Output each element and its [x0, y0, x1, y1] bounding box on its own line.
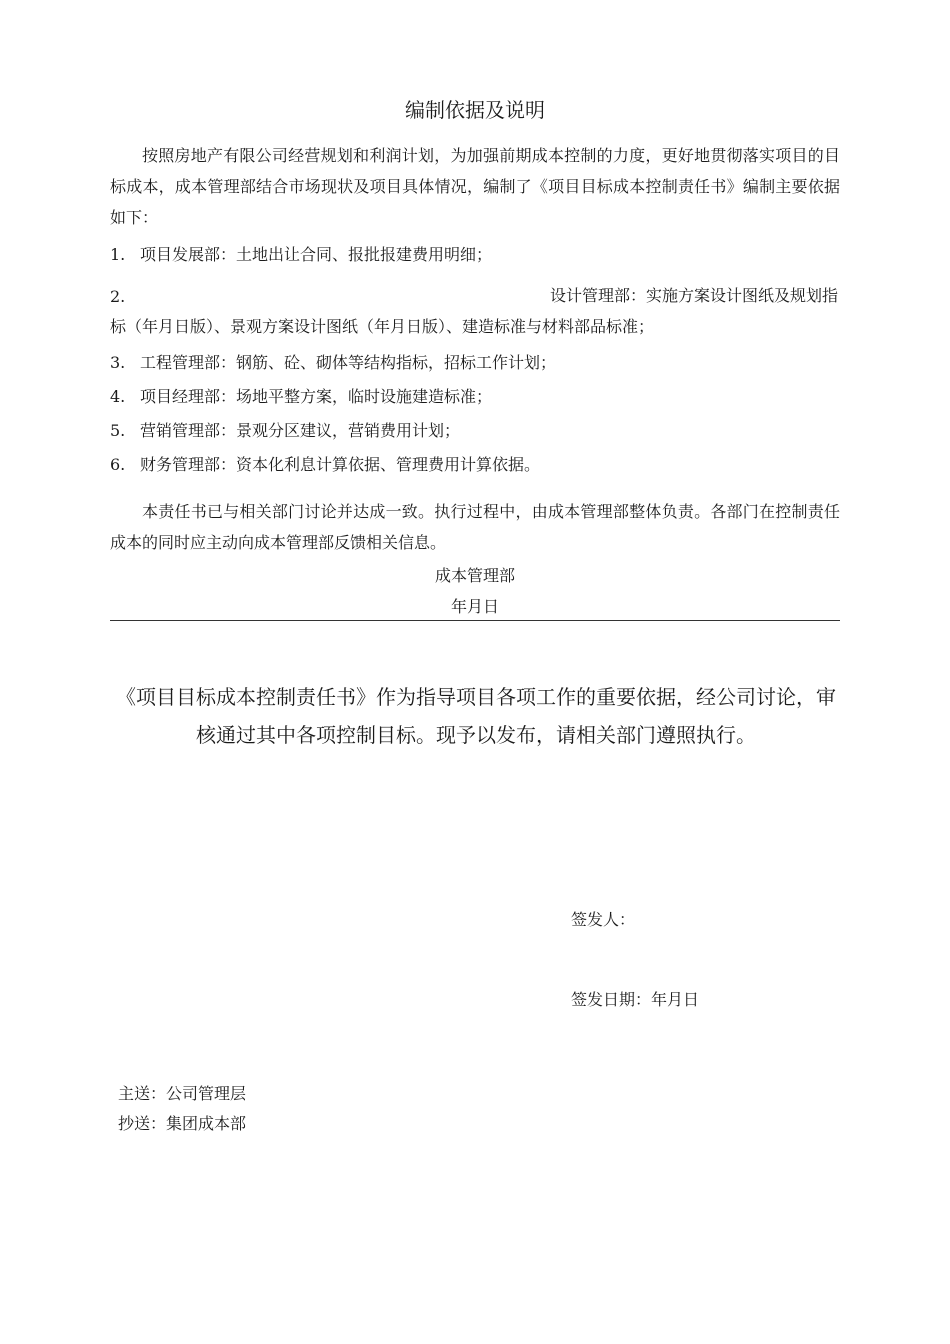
main-recipient: 主送：公司管理层 [118, 1084, 247, 1103]
list-item-number: 2. [110, 287, 126, 306]
list-item-text: 项目经理部：场地平整方案，临时设施建造标准； [140, 387, 493, 406]
list-item-text: 项目发展部：土地出让合同、报批报建费用明细； [140, 245, 493, 264]
section-divider [110, 620, 840, 621]
issue-date-label: 签发日期：年月日 [571, 990, 700, 1009]
issuer-label: 签发人： [571, 910, 636, 929]
document-title: 编制依据及说明 [405, 98, 545, 122]
list-item [110, 380, 840, 414]
list-item-number: 6. [110, 455, 126, 474]
list-item [110, 280, 840, 344]
signing-date: 年月日 [450, 597, 499, 616]
list-item-number: 3. [110, 353, 126, 372]
list-item-number: 1. [110, 245, 126, 264]
list-item [110, 346, 840, 380]
closing-paragraph: 本责任书已与相关部门讨论并达成一致。执行过程中，由成本管理部整体负责。各部门在控制责任成本的同时应主动向成本管理部反馈相关信息。 [110, 502, 840, 552]
intro-paragraph: 按照房地产有限公司经营规划和利润计划，为加强前期成本控制的力度，更好地贯彻落实项目的目标成本，成本管理部结合市场现状及项目具体情况，编制了《项目目标成本控制责任书》编制主要依据如下： [110, 146, 840, 227]
list-item-text: 财务管理部：资本化利息计算依据、管理费用计算依据。 [140, 455, 541, 474]
signing-department: 成本管理部 [434, 566, 515, 585]
list-item-text: 设计管理部：实施方案设计图纸及规划指标（年月日版）、景观方案设计图纸（年月日版）、建造标准与材料部品标准； [110, 286, 839, 336]
list-item [110, 238, 840, 272]
publication-notice: 《项目目标成本控制责任书》作为指导项目各项工作的重要依据，经公司讨论，审核通过其中各项控制目标。现予以发布，请相关部门遵照执行。 [116, 685, 836, 747]
list-item [110, 448, 840, 482]
list-item-number: 4. [110, 387, 126, 406]
list-item [110, 414, 840, 448]
list-item-text: 营销管理部：景观分区建议，营销费用计划； [140, 421, 461, 440]
list-item-text: 工程管理部：钢筋、砼、砌体等结构指标，招标工作计划； [140, 353, 557, 372]
cc-recipient: 抄送：集团成本部 [118, 1114, 247, 1133]
list-item-number: 5. [110, 421, 126, 440]
